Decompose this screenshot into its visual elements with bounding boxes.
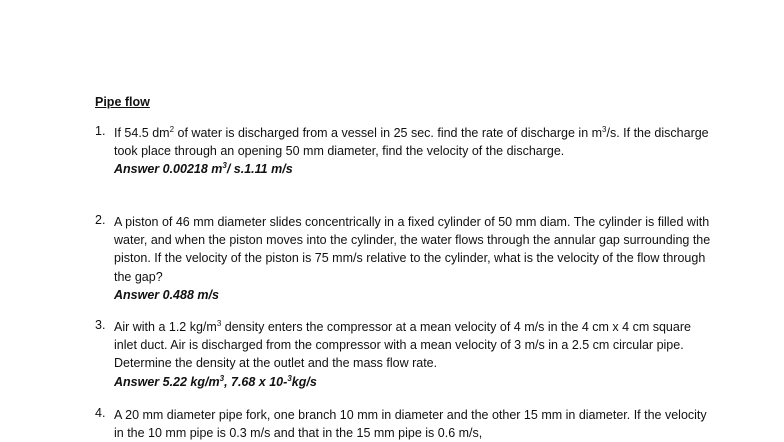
problem-1	[95, 124, 715, 179]
problem-text	[114, 124, 715, 179]
text-segment: density enters the compressor at a mean velocity of 4 m/s in the 4 cm x 4 cm square inlet duct. Air is discharged from the compressor with a mean velocity of 3 m/s in a 2.5 cm circular pipe. Determine the density at the outlet and the mass flow rate.	[114, 320, 691, 371]
superscript: 3	[219, 373, 225, 383]
problem-number: 1.	[95, 124, 106, 138]
problem-text	[114, 318, 715, 391]
problem-text	[114, 406, 715, 442]
superscript: 3	[602, 124, 607, 134]
text-segment: /s. If the discharge took place through an opening 50 mm diameter, find the velocity of the discharge.	[114, 126, 709, 159]
text-segment: A 20 mm diameter pipe fork, one branch 10 mm in diameter and the other 15 mm in diameter. If the velocity in the 10 mm pipe is 0.3 m/s and that in the 15 mm pipe is 0.6 m/s,	[114, 408, 707, 441]
problem-text	[114, 213, 715, 304]
answer-segment: / s.1.11 m/s	[226, 162, 293, 177]
text-segment: If 54.5 dm	[114, 126, 170, 140]
superscript: 2	[169, 124, 175, 134]
text-segment: A piston of 46 mm diameter slides concentrically in a fixed cylinder of 50 mm diam. The cylinder is filled with water, and when the piston moves into the cylinder, the water flows through the annular gap surrounding the piston. If the velocity of the piston is 75 mm/s relative to the cylinder, what is the velocity of the flow through the gap?	[114, 215, 711, 284]
answer-segment: Answer 5.22 kg/m	[114, 374, 220, 389]
problem-2	[95, 213, 715, 304]
answer-segment: , 7.68 x 10-	[224, 374, 288, 389]
answer-segment: Answer 0.00218 m	[114, 162, 223, 177]
superscript: 3	[287, 373, 292, 383]
answer	[114, 375, 317, 389]
problem-3	[95, 318, 715, 391]
answer	[114, 162, 293, 176]
answer-segment: kg/s	[291, 374, 317, 389]
superscript: 3	[222, 161, 227, 171]
problem-number: 4.	[95, 406, 106, 420]
problem-number: 3.	[95, 318, 106, 332]
section-heading: Pipe flow	[95, 95, 150, 109]
problem-4	[95, 406, 715, 442]
problem-number: 2.	[95, 213, 106, 227]
text-segment: Air with a 1.2 kg/m	[114, 320, 217, 334]
answer: Answer 0.488 m/s	[114, 287, 219, 302]
text-segment: of water is discharged from a vessel in 25 sec. find the rate of discharge in m	[174, 126, 603, 140]
superscript: 3	[216, 318, 222, 328]
